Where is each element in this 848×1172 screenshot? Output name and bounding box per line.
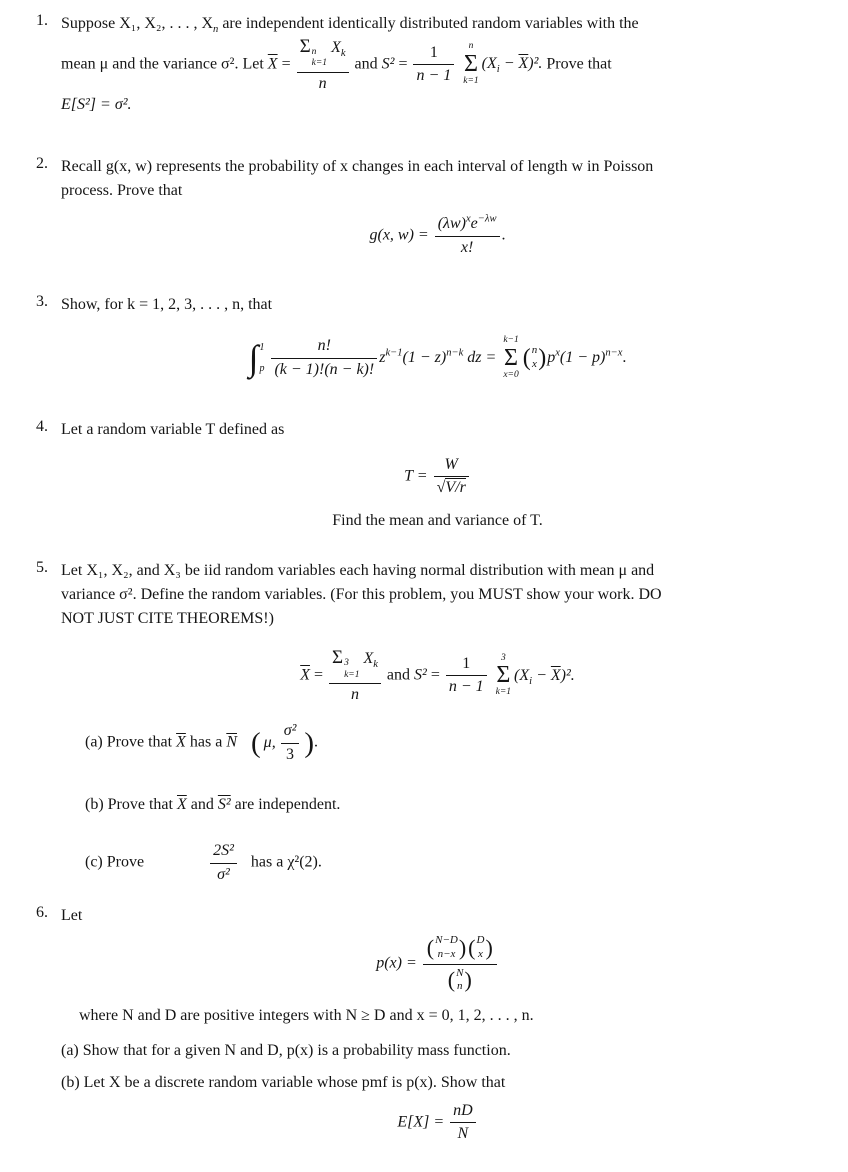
- fraction: [434, 456, 469, 498]
- formula-line: [61, 36, 814, 93]
- integral-limits: [259, 342, 264, 374]
- display-formula: [61, 647, 814, 704]
- sum-upper-limit: 3: [344, 658, 349, 669]
- math-token: −: [532, 666, 551, 684]
- fraction-numerator: n!: [317, 337, 331, 355]
- nbar-symbol: $\overline{N}$: [226, 734, 237, 752]
- problem-2-row: [36, 155, 814, 257]
- integral-sign: ∫: [248, 338, 259, 379]
- problem-5-row: [36, 559, 814, 884]
- math-token: (X: [481, 55, 497, 73]
- binomial-top: N−D: [435, 934, 458, 947]
- fraction: [450, 1102, 476, 1144]
- fraction-numerator: W: [444, 455, 458, 473]
- equals-sign: =: [430, 666, 440, 684]
- binomial-coefficient: [468, 934, 493, 962]
- paren-close: ): [464, 967, 472, 993]
- paragraph-line: variance σ². Define the random variables. (For this problem, you MUST show your work. DO: [61, 586, 662, 604]
- text-run: and: [190, 796, 214, 814]
- fraction-denominator: N: [450, 1122, 476, 1143]
- math-token: p(x) =: [376, 954, 417, 972]
- paren-close: ): [458, 934, 467, 960]
- text-run: Prove: [106, 853, 145, 871]
- binomial-coefficient: [448, 967, 472, 995]
- integral-lower-limit: p: [259, 363, 265, 375]
- fraction-numerator: 1: [429, 43, 438, 61]
- problem-number: 3.: [36, 292, 48, 310]
- summation-operator: [496, 653, 511, 700]
- integral-upper-limit: 1: [259, 342, 265, 354]
- math-token: .: [314, 734, 319, 752]
- superscript: x: [555, 347, 560, 359]
- binomial-stack: [475, 934, 485, 962]
- problem-2-body: [61, 155, 814, 257]
- formula-line: E[S²] = σ².: [61, 96, 132, 114]
- fraction-numerator: [329, 647, 381, 683]
- paragraph-line: Find the mean and variance of T.: [332, 512, 543, 530]
- math-token: T =: [404, 467, 428, 485]
- math-expression: [514, 666, 575, 687]
- fraction-denominator: [423, 964, 497, 995]
- math-expression: [379, 349, 463, 366]
- text-run: mean μ and the variance σ². Let: [61, 55, 264, 73]
- paren-open: (: [522, 345, 531, 372]
- binomial-top: n: [531, 344, 538, 357]
- item-label: (a): [85, 734, 103, 752]
- text-run: Prove that: [106, 734, 173, 752]
- fraction: [413, 44, 454, 86]
- sigma-operator: Σ: [504, 344, 518, 371]
- math-token: (λw): [437, 215, 466, 233]
- equals-sign: =: [313, 666, 323, 684]
- problem-1: [36, 12, 814, 117]
- problem-number: 2.: [36, 155, 48, 173]
- text-run: has a χ²(2).: [250, 853, 322, 871]
- fraction-numerator: [297, 36, 349, 72]
- paragraph-line: NOT JUST CITE THEOREMS!): [61, 610, 274, 628]
- math-token: z: [379, 348, 386, 366]
- paren-open: (: [426, 934, 435, 960]
- math-token: p: [547, 348, 556, 366]
- xbar-symbol: $\overline{X}$: [176, 796, 187, 814]
- sum-limits: [344, 658, 359, 681]
- sum-upper-limit: n: [311, 47, 317, 57]
- variable: S²: [414, 666, 427, 684]
- fraction-denominator: n − 1: [413, 64, 454, 85]
- sum-upper-limit: k−1: [503, 334, 519, 345]
- binomial-stack: [455, 967, 464, 995]
- radicand: V/r: [445, 478, 466, 496]
- superscript: k−1: [385, 347, 403, 359]
- math-token: dz =: [467, 348, 497, 366]
- problem-number: 5.: [36, 559, 48, 577]
- integral-operator: [248, 338, 265, 379]
- math-expression: [547, 349, 626, 366]
- paragraph-line: Show, for k = 1, 2, 3, . . . , n, that: [61, 295, 273, 313]
- text-run: Suppose X₁, X₂, . . . , X: [61, 15, 214, 32]
- math-expression: [481, 55, 543, 76]
- display-formula: [61, 215, 814, 257]
- item-label: (b): [85, 796, 104, 814]
- fraction-denominator: n − 1: [446, 675, 487, 696]
- binomial-stack: [434, 934, 459, 962]
- fraction-numerator: σ²: [283, 722, 297, 740]
- superscript: −λw: [477, 213, 497, 225]
- problem-5-part-b: [85, 796, 814, 814]
- superscript: x: [465, 213, 471, 225]
- fraction-numerator: 1: [462, 654, 471, 672]
- item-label: (a): [61, 1042, 79, 1060]
- problem-3-body: [61, 293, 814, 382]
- xbar-symbol: $\overline{X}$: [267, 55, 278, 73]
- problem-3: [36, 293, 814, 382]
- fraction-numerator: [435, 215, 500, 235]
- fraction: [210, 842, 237, 884]
- fraction-denominator: [434, 476, 469, 497]
- problem-6-part-a: [61, 1042, 814, 1060]
- xbar-symbol: $\overline{X}$: [550, 666, 561, 684]
- text-run: Prove that: [546, 55, 612, 73]
- problem-number: 6.: [36, 904, 48, 922]
- subscript: k: [373, 659, 378, 671]
- equals-sign: =: [398, 55, 408, 73]
- math-token: (X: [514, 666, 530, 684]
- paragraph-line: process. Prove that: [61, 182, 183, 200]
- text-run: and: [354, 55, 378, 73]
- math-token: (1 − z): [402, 348, 447, 366]
- math-token: e: [470, 215, 478, 233]
- sigma-operator: Σ: [496, 662, 511, 689]
- binomial-bottom: n−x: [437, 947, 456, 960]
- problem-5-part-c: [85, 842, 814, 884]
- sum-lower-limit: k=1: [311, 58, 328, 69]
- text-run: has a: [189, 734, 223, 752]
- text-run: and: [386, 666, 411, 684]
- display-formula: [61, 1102, 814, 1144]
- problem-number: 1.: [36, 12, 48, 29]
- fraction-denominator: σ²: [210, 863, 237, 884]
- parenthesized-expression: [251, 722, 314, 764]
- problem-5-body: [61, 559, 814, 884]
- paragraph-line: [61, 12, 814, 36]
- sum-lower-limit: x=0: [503, 369, 519, 380]
- math-token: E[X] =: [397, 1113, 445, 1131]
- fraction: [297, 36, 349, 93]
- problem-1-body: [61, 12, 814, 117]
- display-formula: [61, 335, 814, 382]
- paren-open: (: [447, 967, 456, 993]
- sigma-operator: Σ: [463, 51, 478, 78]
- problem-1-row: [36, 12, 814, 117]
- variable: X: [363, 650, 374, 668]
- problem-5: [36, 559, 814, 884]
- math-token: (1 − p): [559, 348, 606, 366]
- fraction-numerator: 2S²: [213, 842, 234, 860]
- fraction: [329, 647, 381, 704]
- superscript: n−x: [605, 347, 623, 359]
- equals-sign: =: [281, 55, 291, 73]
- problem-4-body: [61, 418, 814, 534]
- fraction: [423, 934, 497, 994]
- s2bar-symbol: S²: [217, 796, 231, 814]
- problem-4: [36, 418, 814, 534]
- paragraph-line: Let a random variable T defined as: [61, 420, 285, 438]
- xbar-symbol: $\overline{X}$: [518, 55, 529, 73]
- problem-5-part-a: [85, 722, 814, 764]
- math-token: .: [622, 348, 627, 366]
- summation-operator: [503, 335, 518, 382]
- fraction: [271, 337, 377, 379]
- paren-close: ): [304, 726, 315, 759]
- paren-open: (: [468, 934, 476, 960]
- sum-lower-limit: k=1: [463, 76, 479, 86]
- text-run: Show that for a given N and D, p(x) is a probability mass function.: [82, 1042, 511, 1060]
- problem-6: [36, 904, 814, 1144]
- display-formula: [61, 934, 814, 994]
- problem-number: 4.: [36, 417, 48, 435]
- fraction: [435, 215, 500, 257]
- fraction-numerator: [423, 934, 497, 964]
- problem-6-part-b: [61, 1074, 814, 1092]
- xbar-symbol: $\overline{X}$: [300, 666, 310, 684]
- problem-2: [36, 155, 814, 257]
- text-run: are independent identically distributed random variables with the: [222, 15, 639, 32]
- item-label: (c): [85, 853, 103, 871]
- math-token: .: [501, 226, 506, 244]
- fraction-denominator: n: [329, 683, 381, 704]
- fraction-denominator: x!: [435, 236, 500, 257]
- math-token: μ,: [263, 734, 276, 752]
- sigma-operator: Σ: [332, 647, 344, 669]
- fraction-denominator: n: [297, 72, 349, 93]
- sigma-operator: Σ: [299, 36, 311, 57]
- binomial-bottom: n: [457, 980, 463, 993]
- paragraph-line: Let X₁, X₂, and X₃ be iid random variables each having normal distribution with mean μ and: [61, 562, 655, 580]
- problem-6-body: [61, 904, 814, 1144]
- math-token: )².: [528, 55, 543, 73]
- binomial-bottom: x: [478, 947, 483, 960]
- binomial-top: D: [476, 934, 485, 947]
- math-token: g(x, w) =: [369, 226, 429, 244]
- binomial-bottom: x: [532, 358, 537, 371]
- subscript: n: [213, 24, 219, 36]
- fraction-denominator: (k − 1)!(n − k)!: [271, 358, 377, 379]
- sum-lower-limit: k=1: [344, 669, 360, 680]
- math-token: )².: [560, 666, 575, 684]
- sum-limits: [312, 47, 327, 70]
- variable: X: [331, 39, 341, 56]
- text-run: are independent.: [234, 796, 341, 814]
- text-run: Prove that: [107, 796, 173, 814]
- problem-6-row: [36, 904, 814, 1144]
- radical-sign: √: [436, 478, 446, 496]
- paragraph-line: Recall g(x, w) represents the probability of x changes in each interval of length w in Poisson: [61, 158, 654, 176]
- paren-close: ): [538, 345, 547, 372]
- sum-upper-limit: n: [468, 41, 474, 52]
- binomial-stack: [531, 344, 539, 372]
- sum-upper-limit: 3: [500, 652, 506, 663]
- sum-lower-limit: k=1: [495, 687, 512, 698]
- math-token: −: [499, 55, 519, 73]
- xbar-symbol: $\overline{X}$: [176, 734, 186, 752]
- subscript: i: [529, 675, 533, 687]
- summation-operator: [463, 41, 478, 88]
- fraction: [446, 655, 487, 697]
- fraction: [281, 722, 300, 764]
- display-formula: [61, 456, 814, 498]
- paragraph-line: where N and D are positive integers with N ≥ D and x = 0, 1, 2, . . . , n.: [79, 1007, 534, 1025]
- subscript: k: [340, 48, 346, 60]
- problem-3-row: [36, 293, 814, 382]
- variable: S²: [381, 55, 395, 73]
- text-run: Let X be a discrete random variable whose pmf is p(x). Show that: [83, 1074, 506, 1092]
- superscript: n−k: [446, 347, 464, 359]
- binomial-coefficient: [523, 344, 547, 372]
- fraction-numerator: nD: [453, 1102, 473, 1120]
- problem-4-row: [36, 418, 814, 534]
- paragraph-line: Let: [61, 907, 83, 925]
- binomial-top: N: [456, 966, 464, 979]
- paren-close: ): [485, 934, 493, 960]
- subscript: i: [496, 64, 500, 76]
- item-label: (b): [61, 1074, 80, 1092]
- binomial-coefficient: [427, 934, 466, 962]
- fraction-denominator: 3: [281, 743, 300, 764]
- paren-open: (: [250, 726, 261, 759]
